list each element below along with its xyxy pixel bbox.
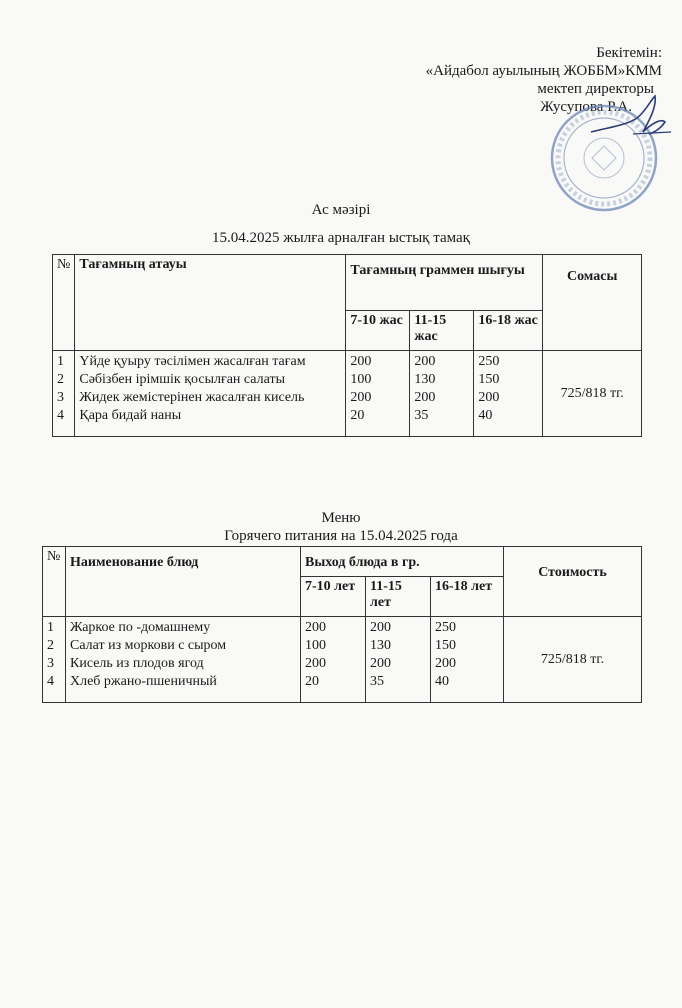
list-item: 40 [435, 674, 449, 689]
list-item: Жаркое по -домашнему [70, 620, 211, 635]
yield-cell-3 [431, 617, 504, 703]
list-item: 35 [414, 408, 429, 423]
age-col-3: 16-18 лет [431, 577, 504, 617]
list-item: 150 [435, 638, 456, 653]
header-yield: Выход блюда в гр. [301, 547, 504, 577]
list-item: 2 [47, 638, 54, 653]
list-item: Қара бидай наны [79, 408, 182, 423]
list-item: Сәбізбен ірімшік қосылған салаты [79, 372, 285, 387]
signature [585, 88, 675, 148]
list-item: 250 [435, 620, 456, 635]
list-item: 200 [350, 354, 372, 369]
list-item: 200 [478, 390, 500, 405]
list-item: 100 [305, 638, 326, 653]
num-cell [53, 351, 75, 437]
list-item: 200 [370, 620, 391, 635]
header-yield: Тағамның граммен шығуы [346, 255, 543, 311]
list-item: 1 [47, 620, 54, 635]
list-item: 100 [350, 372, 372, 387]
list-item: 40 [478, 408, 493, 423]
table-body-row [53, 351, 642, 437]
age-col-2: 11-15 жас [410, 311, 474, 351]
kz-menu-table [52, 254, 642, 437]
header-num: № [53, 255, 75, 351]
age-col-1: 7-10 лет [301, 577, 366, 617]
list-item: 3 [57, 390, 64, 405]
yield-cell-2 [410, 351, 474, 437]
header-num: № [43, 547, 66, 617]
list-item: 20 [350, 408, 365, 423]
yield-cell-3 [474, 351, 543, 437]
list-item: 200 [350, 390, 372, 405]
approval-position: мектеп директоры [537, 81, 654, 97]
table-header-row [53, 255, 642, 311]
list-item: Кисель из плодов ягод [70, 656, 204, 671]
header-price: Стоимость [504, 547, 642, 617]
list-item: 200 [414, 390, 436, 405]
header-dish-name: Тағамның атауы [75, 255, 346, 351]
list-item: 1 [57, 354, 64, 369]
header-dish-name: Наименование блюд [66, 547, 301, 617]
ru-title: Меню [321, 510, 361, 526]
list-item: 150 [478, 372, 500, 387]
yield-cell-1 [346, 351, 410, 437]
num-cell [43, 617, 66, 703]
age-col-1: 7-10 жас [346, 311, 410, 351]
age-col-3: 16-18 жас [474, 311, 543, 351]
list-item: 130 [370, 638, 391, 653]
list-item: Хлеб ржано-пшеничный [70, 674, 217, 689]
list-item: Жидек жемістерінен жасалған кисель [79, 390, 305, 405]
kz-subtitle: 15.04.2025 жылға арналған ыстық тамақ [212, 230, 470, 246]
kz-title: Ас мәзірі [311, 202, 371, 218]
list-item: Салат из моркови с сыром [70, 638, 227, 653]
table-header-row [43, 547, 642, 577]
dish-cell [66, 617, 301, 703]
price-cell: 725/818 тг. [543, 351, 642, 437]
yield-cell-1 [301, 617, 366, 703]
ru-menu-table [42, 546, 642, 703]
list-item: 20 [305, 674, 319, 689]
price-cell: 725/818 тг. [504, 617, 642, 703]
list-item: Үйде қуыру тәсілімен жасалған тағам [79, 354, 306, 369]
table-body-row [43, 617, 642, 703]
ru-subtitle: Горячего питания на 15.04.2025 года [224, 528, 458, 544]
list-item: 3 [47, 656, 54, 671]
approval-heading: Бекітемін: [596, 45, 662, 61]
list-item: 200 [370, 656, 391, 671]
list-item: 200 [305, 620, 326, 635]
dish-cell [75, 351, 346, 437]
approval-school: «Айдабол ауылының ЖОББМ»КММ [425, 63, 662, 79]
yield-cell-2 [366, 617, 431, 703]
header-price: Сомасы [543, 255, 642, 351]
list-item: 200 [414, 354, 436, 369]
list-item: 200 [305, 656, 326, 671]
list-item: 250 [478, 354, 500, 369]
list-item: 2 [57, 372, 64, 387]
age-col-2: 11-15 лет [366, 577, 431, 617]
list-item: 35 [370, 674, 384, 689]
list-item: 4 [57, 408, 64, 423]
approval-name: Жусупова Р.А. [540, 99, 632, 115]
list-item: 4 [47, 674, 54, 689]
list-item: 200 [435, 656, 456, 671]
list-item: 130 [414, 372, 436, 387]
